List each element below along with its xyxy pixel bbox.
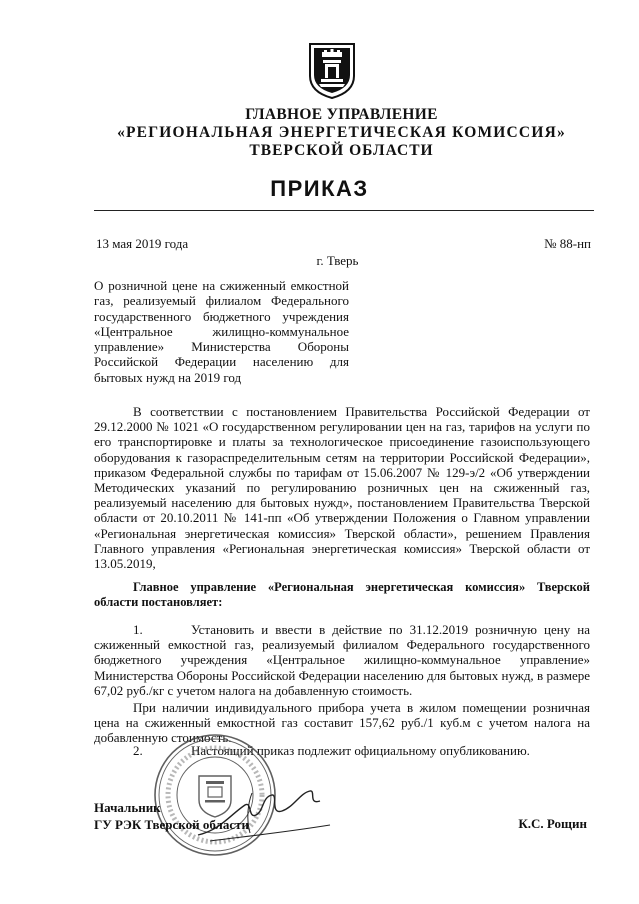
item-2-number: 2. [133, 743, 143, 758]
header-line-2: «РЕГИОНАЛЬНАЯ ЭНЕРГЕТИЧЕСКАЯ КОМИССИЯ» [117, 124, 566, 141]
document-subject: О розничной цене на сжиженный емкостной газ, реализуемый филиалом Федерального государственного бюджетного учреждения «Центральное жилищно-коммунальное управление» Министерства Обороны Российской Федерации населению для бытовых нужд на 2019 год [94, 278, 349, 385]
document-number: № 88-нп [544, 236, 591, 251]
header-line-3: ТВЕРСКОЙ ОБЛАСТИ [249, 142, 434, 159]
signatory-title [94, 799, 249, 833]
item-1-number: 1. [133, 622, 143, 637]
signatory-title-line-2: ГУ РЭК Тверской области [94, 817, 249, 832]
item-2-text: Настоящий приказ подлежит официальному опубликованию. [191, 743, 530, 758]
item-1-paragraph [94, 622, 590, 698]
tver-coat-of-arms-icon [307, 40, 357, 100]
signatory-title-line-1: Начальник [94, 800, 161, 815]
document-type-title: ПРИКАЗ [270, 176, 369, 201]
resolution-paragraph: Главное управление «Региональная энергетическая комиссия» Тверской области постановляет: [94, 580, 590, 610]
document-city: г. Тверь [316, 253, 359, 268]
header-line-1: ГЛАВНОЕ УПРАВЛЕНИЕ [245, 106, 438, 123]
header-divider [94, 210, 594, 211]
document-date: 13 мая 2019 года [96, 236, 189, 251]
preamble-paragraph: В соответствии с постановлением Правительства Российской Федерации от 29.12.2000 № 1021 «О государственном регулировании цен на газ, тарифов на услуги по его транспортировке и платы за технологическое присоединение газоиспользующего оборудования к газораспределительным сетям на территории Российской Федерации», приказом Федеральной службы по тарифам от 15.06.2007 № 129-э/2 «Об утверждении Методических указаний по регулированию розничных цен на сжиженный газ, реализуемый населению для бытовых нужд», постановлением Правительства Тверской области от 20.10.2011 № 141-пп «Об утверждении Положения о Главном управлении «Региональная энергетическая комиссия» Тверской области», решением Правления Главного управления «Региональная энергетическая комиссия» Тверской области от 13.05.2019, [94, 404, 590, 572]
item-1-note-paragraph: При наличии индивидуального прибора учета в жилом помещении розничная цена на сжиженный емкостной газ составит 157,62 руб./1 куб.м с учетом налога на добавленную стоимость. [94, 700, 590, 746]
signatory-name: К.С. Рощин [518, 816, 587, 831]
item-1-text: Установить и ввести в действие по 31.12.2019 розничную цену на сжиженный емкостной газ, реализуемый филиалом Федерального государственного бюджетного учреждения «Центральное жилищно-коммунальное управление» Министерства Обороны Российской Федерации населению для бытовых нужд, в размере 67,02 руб./кг с учетом налога на добавленную стоимость. [94, 622, 590, 698]
